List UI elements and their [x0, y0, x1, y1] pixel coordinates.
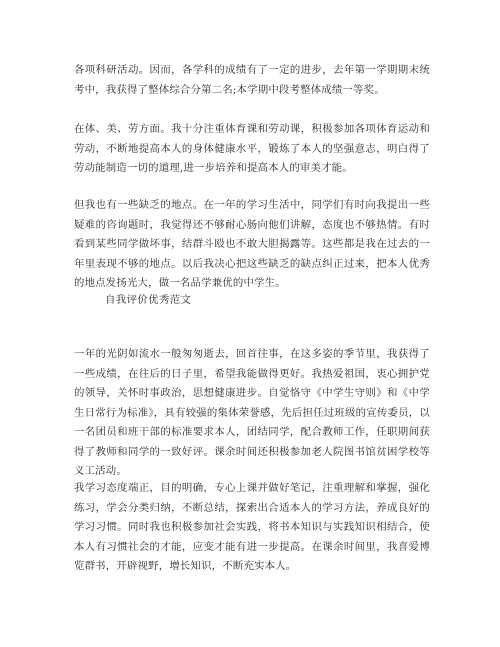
paragraph-academic-results: 各项科研活动。因而，各学科的成绩有了一定的进步，去年第一学期期末统考中，我获得了整体综合分第二名;本学期中段考整体成绩一等奖。	[74, 64, 430, 96]
paragraph-sports-labor: 在体、美、劳方面。我十分注重体育课和劳动课，积极参加各项体育运动和劳动，不断地提高本人的身体健康水平，锻炼了本人的坚强意志，明白得了劳动能制造一切的道理,进一步培养和提高本人的审美才能。	[74, 123, 430, 174]
paragraph-study-attitude: 我学习态度端正，目的明确，专心上课并做好笔记，注重理解和掌握，强化练习，学会分类归纳，不断总结，探索出合适本人的学习方法，养成良好的学习习惯。同时我也积极参加社会实践，将书本知识与实践知识相结合，使本人有习惯社会的才能，应变才能有进一步提高。在课余时间里，我喜爱博览群书，开辟视野，增长知识，不断充实本人。	[74, 482, 430, 572]
paragraph-year-review: 一年的光阴如流水一般匆匆逝去，回首往事，在这多姿的季节里，我获得了一些成绩，在往后的日子里，希望我能做得更好。我热爱祖国，衷心拥护党的领导，关怀时事政治，思想健康进步。自觉恪守《中学生守则》和《中学生日常行为标准》，具有较强的集体荣誉感，先后担任过班级的宣传委员，以一名团员和班干部的标准要求本人，团结同学，配合教师工作，任职期间获得了教师和同学的一致好评。课余时间还积极参加老人院图书馆贫困学校等义工活动。	[74, 348, 430, 477]
section-heading: 自我评价优秀范文	[105, 294, 192, 306]
paragraph-shortcomings: 但我也有一些缺乏的地点。在一年的学习生活中，同学们有时向我提出一些疑难的咨询题时，我觉得还不够耐心肠向他们讲解，态度也不够热情。有时看到某些同学做坏事，结群斗殴也不敢大胆揭露等。这些都是我在过去的一年里表现不够的地点。以后我决心把这些缺乏的缺点纠正过来，把本人优秀的地点发扬光大，做一名品学兼优的中学生。	[74, 199, 430, 289]
